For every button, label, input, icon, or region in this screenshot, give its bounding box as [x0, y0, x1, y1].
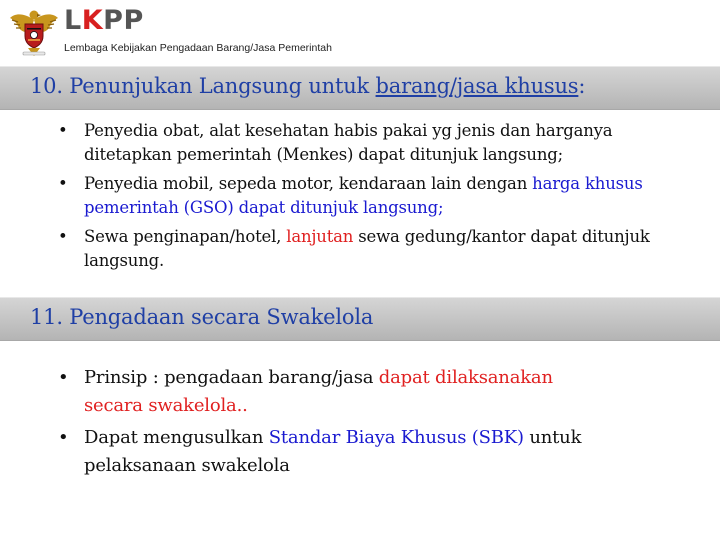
section-10-title: 10. Penunjukan Langsung untuk barang/jasa khusus:: [30, 74, 586, 98]
list-item: • Sewa penginapan/hotel, lanjutan sewa gedung/kantor dapat ditunjuk langsung.: [58, 227, 650, 270]
list-item: • Prinsip : pengadaan barang/jasa dapat dilaksanakan secara swakelola..: [58, 364, 698, 420]
brand-name: LKPP: [64, 5, 144, 36]
list-item: • Penyedia obat, alat kesehatan habis pakai yg jenis dan harganya ditetapkan pemerintah (Menkes) dapat ditunjuk langsung;: [58, 121, 613, 164]
section-10-list: [58, 119, 698, 278]
bullet: •: [58, 121, 68, 140]
list-item: • Penyedia mobil, sepeda motor, kendaraan lain dengan harga khusus pemerintah (GSO) dapat ditunjuk langsung;: [58, 174, 643, 217]
list-item: • Dapat mengusulkan Standar Biaya Khusus (SBK) untuk pelaksanaan swakelola: [58, 424, 698, 480]
slide-header: [0, 0, 720, 62]
bullet: •: [58, 227, 68, 246]
brand-subtitle: Lembaga Kebijakan Pengadaan Barang/Jasa Pemerintah: [64, 42, 332, 54]
garuda-emblem-icon: [8, 6, 60, 58]
bullet: •: [58, 367, 69, 388]
section-11-title: 11. Pengadaan secara Swakelola: [30, 305, 374, 329]
section-11-header: [0, 297, 720, 341]
section-11-list: [58, 364, 698, 484]
bullet: •: [58, 174, 68, 193]
bullet: •: [58, 427, 69, 448]
section-10-header: [0, 66, 720, 110]
